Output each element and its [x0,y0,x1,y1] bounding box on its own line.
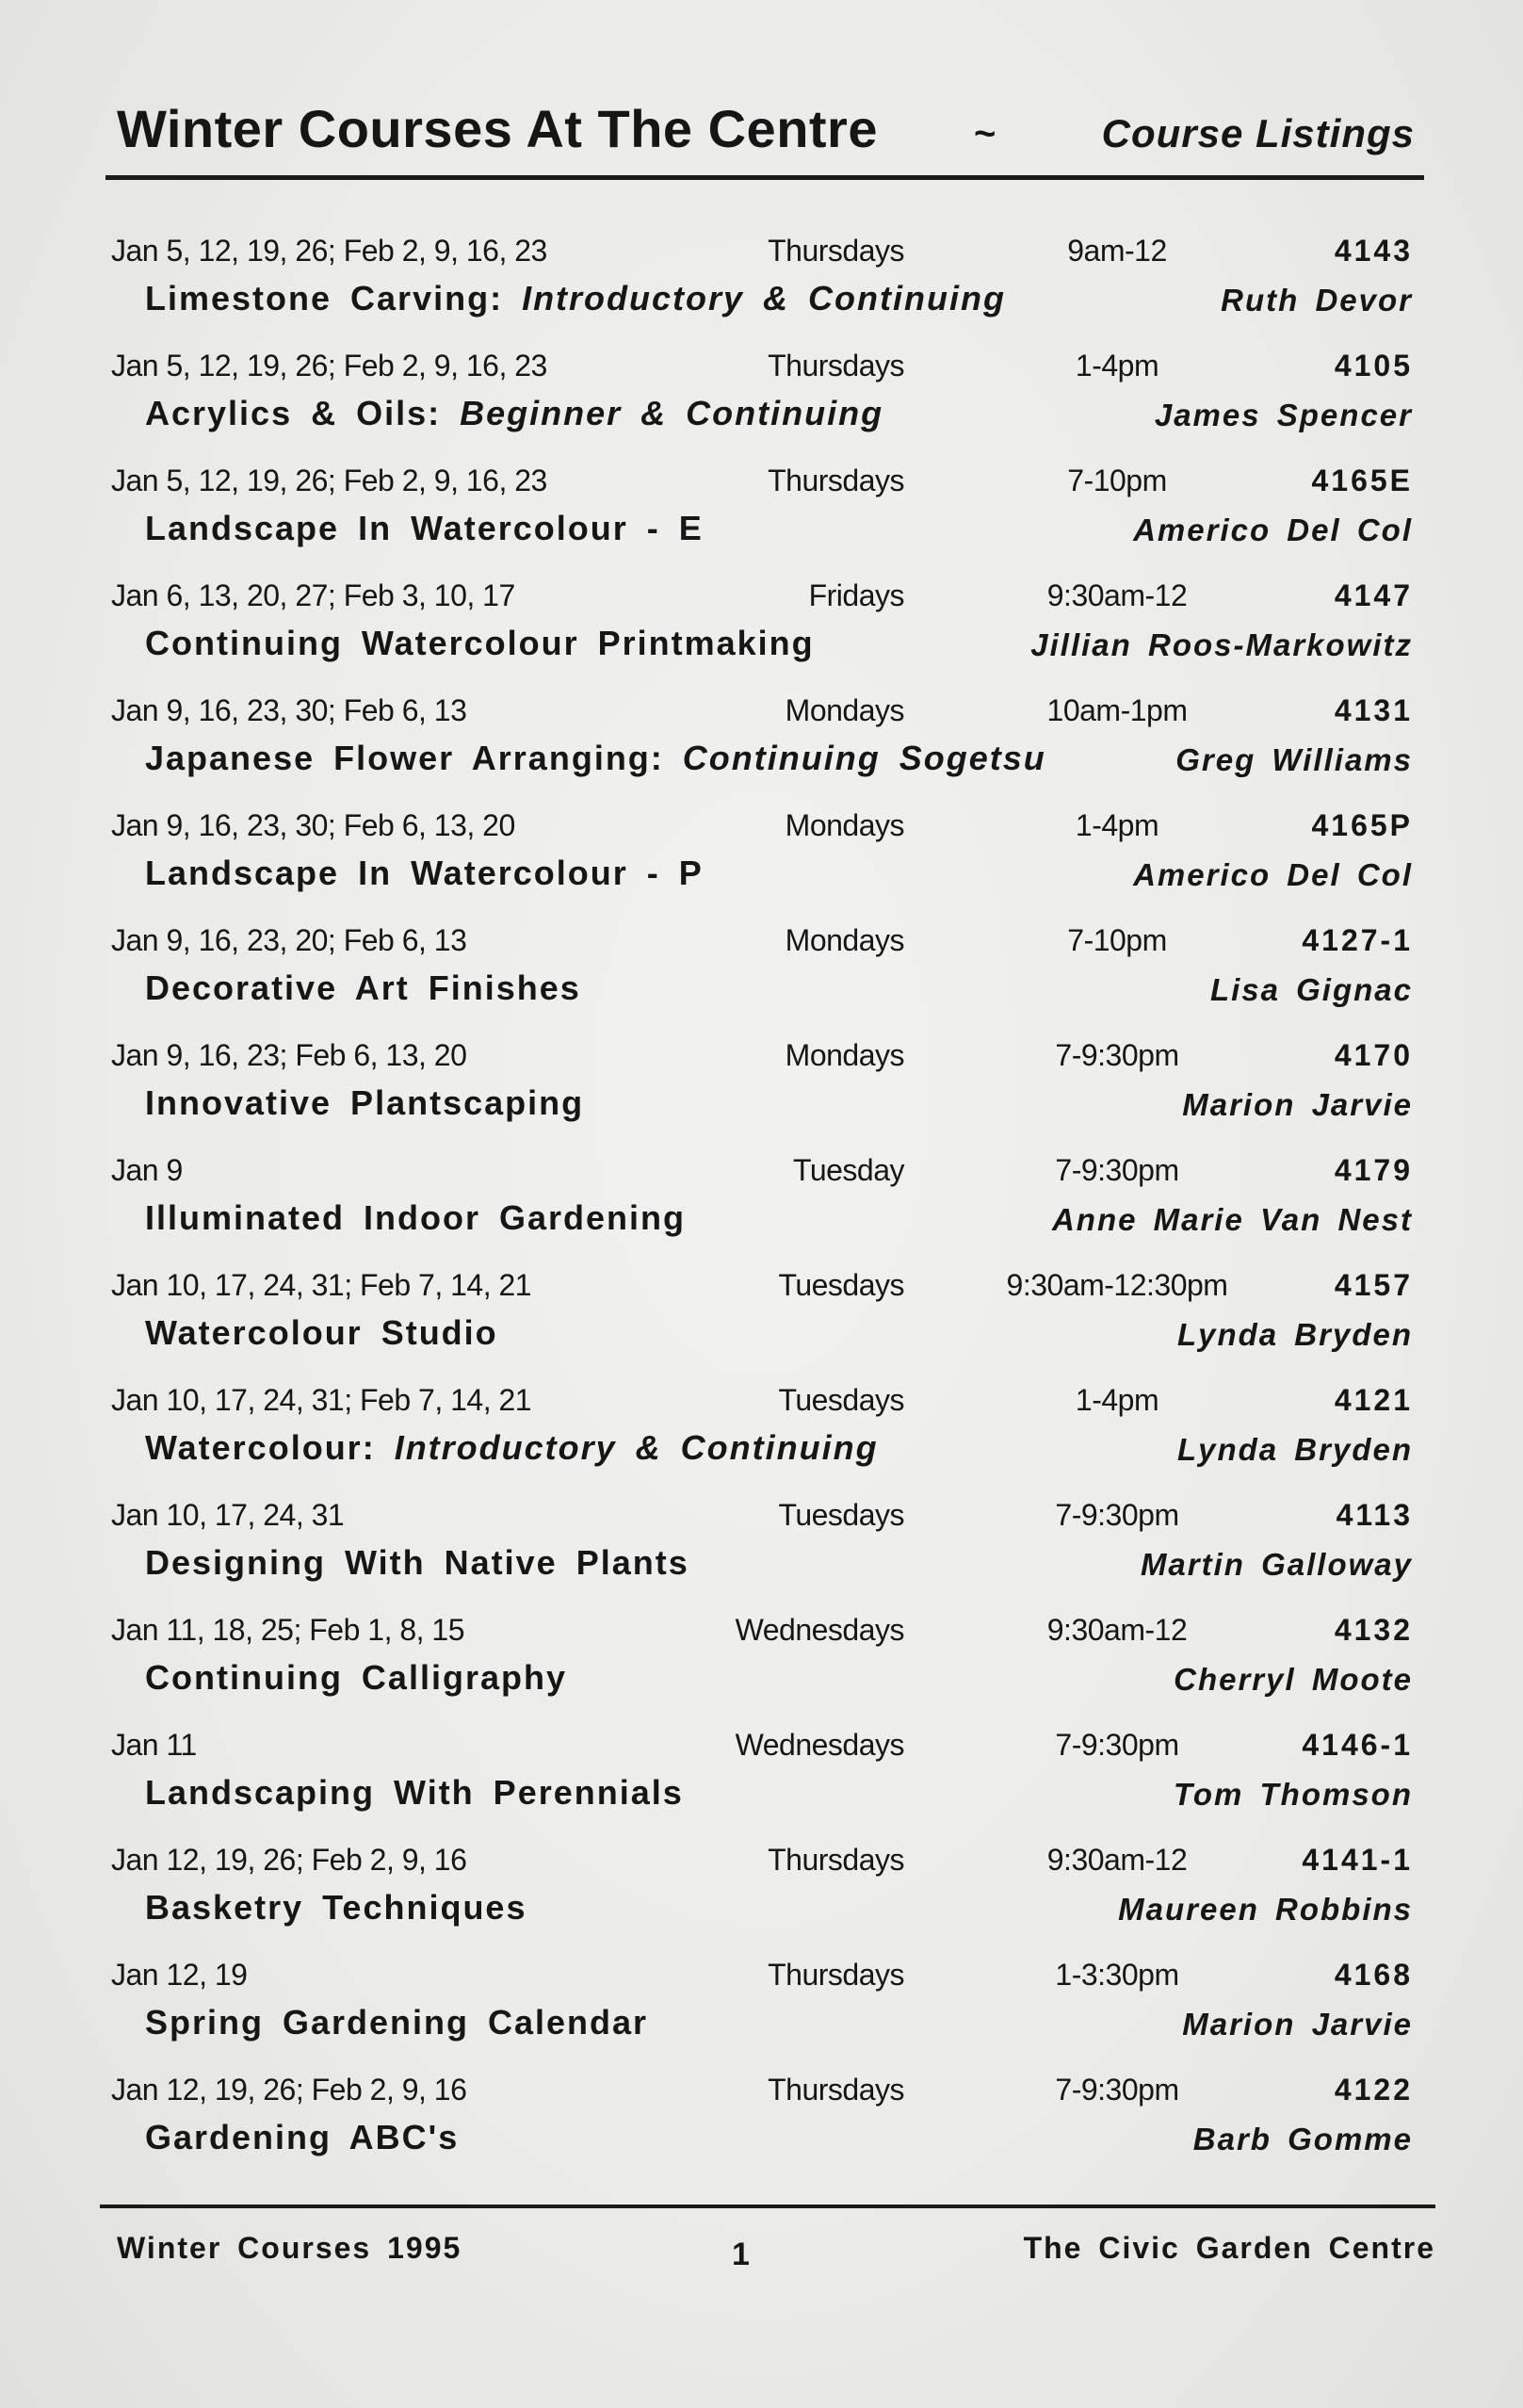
course-dates: Jan 6, 13, 20, 27; Feb 3, 10, 17 [111,578,515,612]
course-schedule-line [105,1153,1424,1191]
course-entry [105,1257,1424,1372]
course-entry [105,912,1424,1027]
course-day: Thursdays [768,1958,904,1992]
course-list [105,222,1424,2176]
course-entry [105,1027,1424,1142]
course-title-line [105,1198,1424,1242]
course-code: 4165E [1311,464,1413,497]
course-dates: Jan 9, 16, 23, 30; Feb 6, 13, 20 [111,808,515,842]
course-time: 7-9:30pm [1055,2073,1179,2107]
course-title-line [105,1658,1424,1701]
course-day: Thursdays [768,464,904,497]
course-title-level: Continuing Sogetsu [682,739,1046,777]
course-title-main: Gardening ABC's [145,2118,460,2156]
course-title-line [105,1083,1424,1127]
course-instructor: Ruth Devor [1221,283,1413,317]
course-code: 4147 [1334,578,1413,612]
course-code: 4146-1 [1302,1728,1413,1762]
course-code: 4127-1 [1302,923,1413,957]
course-code: 4143 [1334,234,1413,268]
course-entry [105,1602,1424,1717]
footer-rule [100,2205,1435,2208]
course-time: 9:30am-12:30pm [1006,1268,1228,1302]
page-number: 1 [732,2237,750,2272]
course-entry [105,1372,1424,1487]
page-subtitle: Course Listings [1101,111,1415,155]
course-title-main: Watercolour: [145,1428,395,1467]
course-schedule-line [105,1038,1424,1076]
course-day: Mondays [785,1038,904,1072]
course-dates: Jan 9, 16, 23; Feb 6, 13, 20 [111,1038,467,1072]
course-title [145,1773,684,1813]
course-day: Mondays [785,808,904,842]
course-title-line [105,1888,1424,1931]
course-title-main: Innovative Plantscaping [145,1083,585,1122]
course-dates: Jan 10, 17, 24, 31; Feb 7, 14, 21 [111,1383,532,1417]
page-header [105,92,1424,170]
course-entry [105,337,1424,452]
course-title [145,1658,567,1698]
course-code: 4131 [1334,693,1413,727]
course-entry [105,222,1424,337]
course-title-main: Decorative Art Finishes [145,968,581,1007]
course-title [145,1083,584,1123]
course-dates: Jan 12, 19, 26; Feb 2, 9, 16 [111,2073,467,2107]
course-schedule-line [105,1613,1424,1651]
course-day: Mondays [785,923,904,957]
course-instructor: Greg Williams [1175,742,1413,777]
course-code: 4121 [1334,1383,1413,1417]
course-instructor: Barb Gomme [1192,2122,1413,2156]
course-title [145,739,1046,778]
course-day: Thursdays [768,1843,904,1877]
course-title [145,279,1006,318]
course-title-line [105,1773,1424,1816]
course-schedule-line [105,578,1424,616]
course-time: 9:30am-12 [1046,1843,1188,1877]
course-code: 4113 [1336,1498,1413,1532]
course-day: Tuesdays [778,1268,904,1302]
course-day: Thursdays [768,349,904,382]
course-day: Thursdays [768,2073,904,2107]
course-instructor: James Spencer [1154,398,1413,432]
course-title [145,1198,686,1238]
course-time: 7-10pm [1067,464,1167,497]
course-title-main: Landscape In Watercolour - E [145,509,704,547]
course-instructor: Tom Thomson [1173,1777,1413,1812]
course-time: 1-4pm [1075,808,1159,842]
course-schedule-line [105,923,1424,961]
course-day: Mondays [785,693,904,727]
course-instructor: Martin Galloway [1140,1547,1413,1582]
course-dates: Jan 12, 19, 26; Feb 2, 9, 16 [111,1843,467,1877]
course-code: 4179 [1334,1153,1413,1187]
course-code: 4132 [1334,1613,1413,1647]
course-time: 9:30am-12 [1046,1613,1188,1647]
course-entry [105,797,1424,912]
course-dates: Jan 12, 19 [111,1958,248,1992]
course-entry [105,682,1424,797]
course-title [145,968,581,1008]
course-instructor: Anne Marie Van Nest [1051,1202,1413,1237]
course-instructor: Jillian Roos-Markowitz [1030,627,1413,662]
course-schedule-line [105,234,1424,271]
course-entry [105,1717,1424,1831]
course-instructor: Lisa Gignac [1209,972,1413,1007]
course-schedule-line [105,1268,1424,1306]
course-dates: Jan 10, 17, 24, 31; Feb 7, 14, 21 [111,1268,532,1302]
course-code: 4157 [1334,1268,1413,1302]
course-title-line [105,279,1424,322]
course-schedule-line [105,349,1424,386]
course-dates: Jan 11 [111,1728,197,1762]
course-time: 7-9:30pm [1055,1728,1179,1762]
course-schedule-line [105,464,1424,501]
course-time: 1-4pm [1075,1383,1159,1417]
course-entry [105,1946,1424,2061]
course-title-line [105,1313,1424,1357]
page-footer [105,2225,1435,2282]
course-day: Wednesdays [735,1728,904,1762]
course-title [145,854,704,893]
course-title-main: Watercolour Studio [145,1313,498,1352]
course-instructor: Americo Del Col [1133,857,1413,892]
course-code: 4170 [1334,1038,1413,1072]
course-dates: Jan 11, 18, 25; Feb 1, 8, 15 [111,1613,465,1647]
course-title-main: Japanese Flower Arranging: [145,739,683,777]
course-schedule-line [105,1498,1424,1536]
course-title-main: Acrylics & Oils: [145,394,461,432]
course-title-main: Continuing Calligraphy [145,1658,567,1697]
course-title [145,624,815,663]
course-title-line [105,854,1424,897]
course-dates: Jan 5, 12, 19, 26; Feb 2, 9, 16, 23 [111,349,547,382]
course-day: Fridays [808,578,904,612]
course-entry [105,452,1424,567]
course-title-line [105,2003,1424,2046]
course-time: 7-9:30pm [1055,1153,1179,1187]
course-title-line [105,509,1424,552]
course-schedule-line [105,808,1424,846]
course-title-line [105,394,1424,437]
course-title-main: Limestone Carving: [145,279,523,317]
course-entry [105,1142,1424,1257]
course-title-main: Basketry Techniques [145,1888,527,1927]
course-title [145,2003,648,2042]
course-schedule-line [105,1843,1424,1880]
course-time: 1-4pm [1075,349,1159,382]
course-day: Tuesday [792,1153,904,1187]
course-title-main: Landscaping With Perennials [145,1773,684,1812]
course-title-line [105,1543,1424,1586]
course-title-main: Spring Gardening Calendar [145,2003,649,2042]
course-day: Thursdays [768,234,904,268]
course-instructor: Maureen Robbins [1118,1892,1413,1927]
course-title-level: Introductory & Continuing [522,279,1006,317]
course-day: Tuesdays [778,1383,904,1417]
course-entry [105,567,1424,682]
course-entry [105,1831,1424,1946]
course-time: 7-9:30pm [1055,1038,1179,1072]
course-code: 4165P [1311,808,1413,842]
course-title [145,1888,527,1928]
course-title-line [105,624,1424,667]
course-title [145,1543,689,1583]
course-dates: Jan 9, 16, 23, 30; Feb 6, 13 [111,693,467,727]
course-title-line [105,739,1424,782]
course-title [145,1313,498,1353]
course-title [145,394,883,433]
course-dates: Jan 9 [111,1153,183,1187]
course-schedule-line [105,1958,1424,1995]
course-title [145,1428,879,1468]
course-title-line [105,968,1424,1012]
course-instructor: Americo Del Col [1133,513,1413,547]
course-title-line [105,2118,1424,2161]
course-time: 9am-12 [1067,234,1167,268]
course-day: Tuesdays [778,1498,904,1532]
course-instructor: Cherryl Moote [1174,1662,1413,1697]
footer-organization: The Civic Garden Centre [1023,2231,1435,2265]
course-title-level: Introductory & Continuing [394,1428,879,1467]
course-code: 4105 [1334,349,1413,382]
course-title-main: Designing With Native Plants [145,1543,689,1582]
header-rule [105,175,1424,180]
course-time: 7-9:30pm [1055,1498,1179,1532]
course-schedule-line [105,693,1424,731]
course-time: 10am-1pm [1046,693,1188,727]
course-title-main: Continuing Watercolour Printmaking [145,624,815,662]
course-title [145,2118,459,2157]
course-time: 7-10pm [1067,923,1167,957]
course-dates: Jan 5, 12, 19, 26; Feb 2, 9, 16, 23 [111,464,547,497]
course-title-main: Illuminated Indoor Gardening [145,1198,687,1237]
page-title: Winter Courses At The Centre [117,99,878,158]
course-instructor: Marion Jarvie [1182,2007,1413,2042]
course-dates: Jan 5, 12, 19, 26; Feb 2, 9, 16, 23 [111,234,547,268]
course-time: 9:30am-12 [1046,578,1188,612]
course-entry [105,1487,1424,1602]
course-schedule-line [105,2073,1424,2110]
course-dates: Jan 9, 16, 23, 20; Feb 6, 13 [111,923,467,957]
course-title-level: Beginner & Continuing [460,394,884,432]
course-instructor: Lynda Bryden [1176,1432,1413,1467]
course-title [145,509,704,548]
course-title-line [105,1428,1424,1472]
course-dates: Jan 10, 17, 24, 31 [111,1498,345,1532]
course-schedule-line [105,1728,1424,1765]
course-code: 4141-1 [1302,1843,1413,1877]
course-title-main: Landscape In Watercolour - P [145,854,704,892]
course-code: 4122 [1334,2073,1413,2107]
footer-edition: Winter Courses 1995 [117,2231,462,2265]
course-day: Wednesdays [735,1613,904,1647]
course-instructor: Marion Jarvie [1182,1087,1413,1122]
course-schedule-line [105,1383,1424,1421]
course-code: 4168 [1334,1958,1413,1992]
course-time: 1-3:30pm [1055,1958,1179,1992]
course-entry [105,2061,1424,2176]
course-instructor: Lynda Bryden [1176,1317,1413,1352]
title-separator: ~ [974,113,996,155]
